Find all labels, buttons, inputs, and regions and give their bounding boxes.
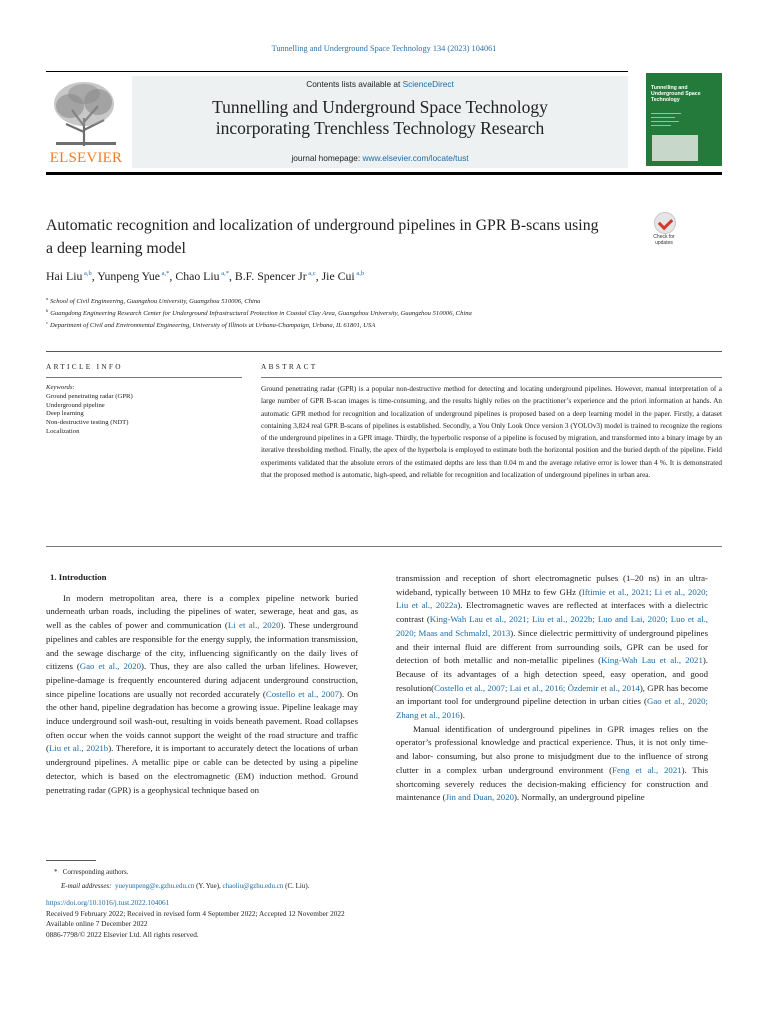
email-label: E-mail addresses:: [61, 882, 112, 890]
intro-paragraph-2: [396, 723, 708, 805]
body-text: In modern metropolitan area, there is a complex pipeline network buried underneath urban roads, including the pipelines of water, sewerage, heat and gas, as well as the cables of power and communication (: [46, 592, 358, 631]
email-link-yue[interactable]: yueyunpeng@e.gzhu.edu.cn: [114, 882, 195, 890]
header-rule: [46, 71, 628, 72]
journal-title-line2: incorporating Trenchless Technology Research: [215, 118, 545, 138]
check-for-updates-badge[interactable]: [647, 212, 681, 250]
author-affiliation-marks[interactable]: a,b: [82, 270, 92, 277]
homepage-prefix: journal homepage:: [291, 153, 363, 163]
body-text: ). Thus, they are also called the urban lifelines. However, pipeline-damage is frequently encountered during adjacent underground construction, since pipeline locations are usually not recorded accurately (: [46, 661, 359, 699]
keyword-item: Deep learning: [46, 410, 84, 418]
body-text: ). On the other hand, pipeline degradation has become a growing issue. Pipeline leakage may induce underground soil wash-out, resulting in voids beneath pavement. Road collapses often occur when the voids cannot support the weight of the road structure and traffic (: [46, 688, 358, 754]
abstract-heading: ABSTRACT: [261, 362, 318, 371]
keywords-label: Keywords:: [46, 384, 75, 391]
author-separator: ,: [169, 269, 176, 283]
intro-paragraph-1-continued: [396, 572, 708, 723]
email-link-liu[interactable]: chaoliu@gzhu.edu.cn: [222, 882, 284, 890]
body-text: ). Normally, an underground pipeline: [514, 792, 645, 803]
journal-reference[interactable]: Tunnelling and Underground Space Technology 134 (2023) 104061: [271, 44, 497, 53]
citation-link[interactable]: Feng et al., 2021: [612, 764, 682, 775]
keyword-item: Non-destructive testing (NDT): [46, 419, 129, 427]
received-dates: Received 9 February 2022; Received in revised form 4 September 2022; Accepted 12 November 2022: [46, 908, 345, 918]
author-separator: ,: [228, 269, 235, 283]
citation-link[interactable]: Li et al., 2020: [227, 620, 281, 631]
article-info-heading: ARTICLE INFO: [46, 362, 123, 371]
citation-link[interactable]: King-Wah Lau et al., 2021: [601, 655, 703, 666]
section-heading-introduction: 1. Introduction: [50, 572, 107, 582]
publication-info: [46, 898, 345, 941]
author-affiliation-marks[interactable]: a,*: [219, 270, 229, 277]
citation-link[interactable]: King-Wah Lau et al., 2021; Liu et al., 2022b; Luo and Lai, 2020; Luo et al., 2020; Maas and Schmalzl, 2013: [396, 614, 708, 638]
corresponding-note: * Corresponding authors.: [54, 868, 129, 876]
citation-link[interactable]: Liu et al., 2021b: [48, 743, 109, 754]
contents-line: [132, 79, 628, 89]
journal-title-line1: Tunnelling and Underground Space Technology: [212, 97, 548, 117]
citation-link[interactable]: Costello et al., 2007; Lai et al., 2016; Özdemir et al., 2014: [434, 682, 640, 693]
author-name[interactable]: Jie Cui: [321, 269, 355, 283]
elsevier-wordmark: ELSEVIER: [49, 150, 123, 166]
author-name[interactable]: Hai Liu: [46, 269, 83, 283]
copyright: 0886-7798/© 2022 Elsevier Ltd. All rights reserved.: [46, 930, 199, 940]
keywords-block: [46, 384, 133, 437]
corresponding-mark: *: [54, 868, 58, 876]
body-text: ). This shortcoming severely reduces the decision-making efficiency for construction and maintenance (: [396, 764, 708, 803]
author-name[interactable]: Yunpeng Yue: [97, 269, 161, 283]
author-separator: ,: [315, 269, 322, 283]
cover-line: [651, 117, 675, 118]
body-text: ). Since dielectric permittivity of underground pipelines and their internal fluid are different from surrounding soils, GPR can be used for detection of both metallic and non-metallic pipelines (: [396, 627, 708, 666]
citation-link[interactable]: Jin and Duan, 2020: [445, 792, 514, 803]
available-online: Available online 7 December 2022: [46, 919, 148, 929]
article-info-rule: [46, 377, 242, 378]
citation-link[interactable]: Gao et al., 2020; Zhang et al., 2016: [396, 696, 708, 721]
article-title: Automatic recognition and localization of underground pipelines in GPR B-scans using a deep learning model: [46, 217, 599, 257]
author-affiliation-marks[interactable]: a,*: [160, 270, 170, 277]
body-text: ), GPR has become an important tool for underground pipeline detection in urban cities (: [396, 682, 708, 707]
contents-prefix: Contents lists available at: [306, 79, 403, 89]
body-text: ).: [459, 710, 465, 721]
body-text: ). These underground pipelines and cables are responsible for the energy supply, the information transmission, and the sewage discharge of the city, influencing significantly on the daily lives of citizens (: [46, 620, 358, 672]
section-divider: [46, 351, 722, 352]
body-column-right: [396, 572, 708, 805]
journal-title: [132, 97, 628, 139]
citation-link[interactable]: Costello et al., 2007: [265, 688, 340, 699]
check-updates-icon: [654, 212, 676, 234]
footnotes: [46, 865, 309, 893]
header-thick-rule: [46, 172, 722, 175]
citation-link[interactable]: Iftimie et al., 2021; Li et al., 2020; Liu et al., 2022a: [396, 586, 708, 611]
body-text: ). Electromagnetic waves are reflected at interfaces with a dielectric contrast (: [396, 600, 708, 625]
author-list: [46, 269, 364, 284]
intro-paragraph-1: [46, 592, 358, 798]
cover-image: [652, 135, 698, 161]
check-updates-label: Check for updates: [653, 234, 675, 246]
homepage-line: [132, 153, 628, 163]
homepage-link[interactable]: www.elsevier.com/locate/tust: [362, 153, 469, 163]
affiliation-c: $^c$ Department of Civil and Environmental Engineering, University of Illinois at Urbana-Champaign, Urbana, IL 61801, USA: [46, 320, 376, 329]
affiliation-a: $^a$ School of Civil Engineering, Guangzhou University, Guangzhou 510006, China: [46, 296, 261, 305]
sciencedirect-link[interactable]: ScienceDirect: [402, 79, 454, 89]
author-affiliation-marks[interactable]: a,b: [354, 270, 365, 277]
footnote-rule: [46, 860, 96, 861]
citation-link[interactable]: Gao et al., 2020: [79, 661, 142, 672]
body-text: ). Therefore, it is important to accurately detect the locations of urban underground pipelines. A metallic pipe or cable can be detected by using a pipeline detector, which is based on the electromagnetic (EM) induction method. Ground penetrating radar (GPR) is a geophysical technique based on: [46, 743, 358, 795]
keyword-item: Ground penetrating radar (GPR): [46, 392, 133, 400]
abstract-rule: [261, 377, 722, 378]
author-name[interactable]: B.F. Spencer Jr: [234, 269, 307, 283]
email-note: E-mail addresses: yueyunpeng@e.gzhu.edu.cn (Y. Yue), chaoliu@gzhu.edu.cn (C. Liu).: [61, 882, 310, 890]
abstract-text: Ground penetrating radar (GPR) is a popular non-destructive method for detecting and locating underground pipelines. However, manual interpretation of a large number of GPR B-scan images is time-consuming, and the results highly relies on the practitioner’s experience and the priori information at hands. An automatic GPR method for recognition and localization of underground pipelines is proposed based on a deep learning model in the paper. Firstly, a dataset containing 3,824 real GPR B-scans of pipelines is established. Secondly, a You Only Look Once version 3 (YOLOv3) model is trained to recognize the regions of the underground pipelines in a GPR image. Thirdly, the hyperbolic response of a pipeline is focused by migration, and transformed into a binary image by an iterative thresholding method. Finally, the apex of the hyperbola is employed to estimate both the horizontal position and the buried depth of the pipeline. Field experiments validated that the absolute errors of the estimated depths are less than 0.04 m and the average relative error is lower than 4 %. It is demonstrated that the proposed method is automatic, high-speed, and reliable for recognition and localization of underground pipelines in urban area.: [261, 385, 722, 480]
body-column-left: [46, 571, 358, 797]
doi-link[interactable]: https://doi.org/10.1016/j.tust.2022.104061: [46, 898, 170, 907]
cover-line: [651, 125, 671, 126]
cover-title: Tunnelling and Underground Space Technology: [651, 85, 701, 103]
journal-cover-thumbnail[interactable]: [646, 73, 722, 166]
cover-line: [651, 121, 679, 122]
affiliation-b: $^b$ Guangdong Engineering Research Center for Underground Infrastructural Protection in Coastal Clay Area, Guangzhou University, Guangzhou 510006, China: [46, 308, 472, 317]
cover-line: [651, 113, 681, 114]
body-text: ). Because of its advantages of a high detection speed, easy operation, and good resolution(: [396, 655, 708, 693]
author-separator: ,: [91, 269, 98, 283]
keyword-item: Localization: [46, 427, 80, 435]
author-name[interactable]: Chao Liu: [175, 269, 220, 283]
author-affiliation-marks[interactable]: a,c: [306, 270, 316, 277]
keyword-item: Underground pipeline: [46, 401, 105, 409]
body-text: Manual identification of underground pipelines in GPR images relies on the operator’s professional knowledge and practical experience. Thus, it is not only time- and labor- consuming, but also prone to misjudgment due to the influence of strong clutter in a complex urban underground environment (: [396, 723, 708, 775]
body-text: transmission and reception of short electromagnetic pulses (1–20 ns) in an ultra-wideband, typically between 10 MHz to few GHz (: [396, 573, 708, 597]
abstract-bottom-rule: [46, 546, 722, 547]
